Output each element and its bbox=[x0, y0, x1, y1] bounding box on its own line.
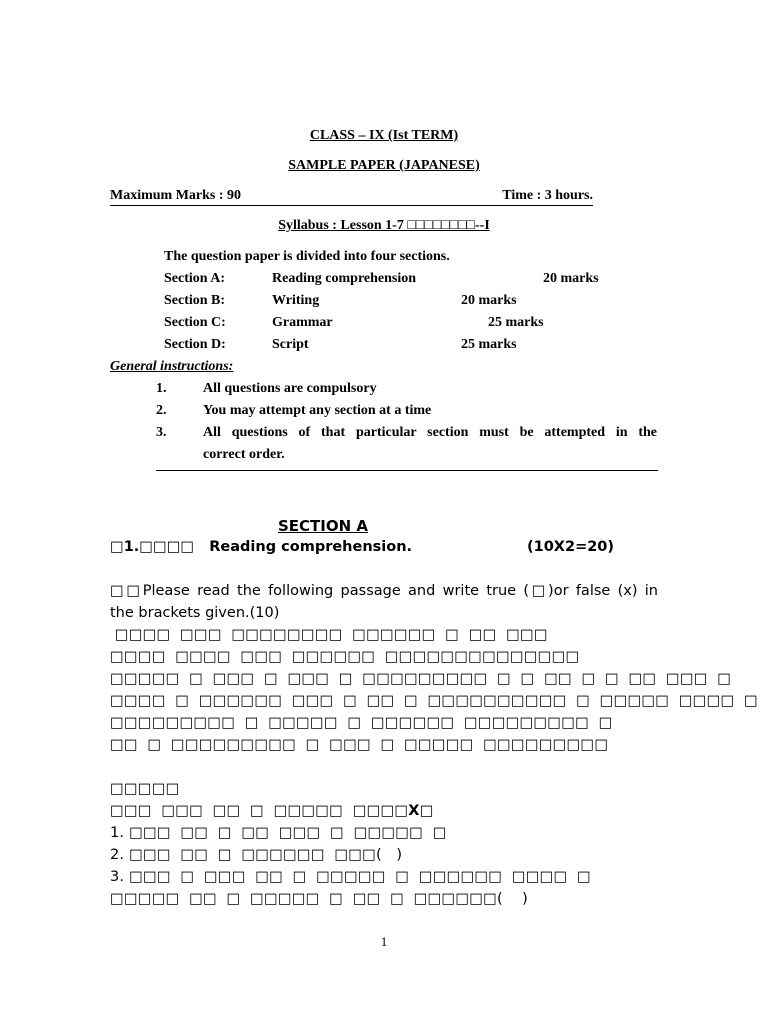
section-marks: 25 marks bbox=[488, 315, 544, 330]
section-marks: 20 marks bbox=[543, 271, 599, 286]
section-marks: 25 marks bbox=[461, 337, 517, 352]
section-name: Grammar bbox=[272, 315, 333, 330]
passage-line: □□ □ □□□□□□□□□ □ □□□ □ □□□□□ □□□□□□□□□ bbox=[110, 737, 609, 753]
passage-instruction: □□Please read the following passage and write true (□)or false (x) in bbox=[110, 583, 658, 599]
page-number: 1 bbox=[380, 934, 388, 949]
question-1-marks: (10X2=20) bbox=[527, 539, 615, 555]
class-title: CLASS – IX (Ist TERM) bbox=[309, 128, 459, 143]
question-item-continued: □□□□□ □□ □ □□□□□ □ □□ □ □□□□□□( ) bbox=[110, 891, 528, 907]
syllabus-line: Syllabus : Lesson 1-7 □□□□□□□□--I bbox=[278, 218, 490, 233]
section-a-heading: SECTION A bbox=[278, 517, 369, 535]
instruction-text-continued: correct order. bbox=[203, 447, 285, 462]
instruction-text: All questions are compulsory bbox=[203, 381, 377, 396]
section-name: Script bbox=[272, 337, 309, 352]
marks-time-line bbox=[110, 188, 593, 206]
passage-line: □□□□ □ □□□□□□ □□□ □ □□ □ □□□□□□□□□□ □ □□□□□ □□□□ □ bbox=[110, 693, 758, 709]
question-text: □□□ □□ □ □□ □□□ □ □□□□□ □ bbox=[129, 825, 447, 841]
instruction-text: All questions of that particular section must be attempted in the bbox=[203, 425, 657, 440]
question-text: □□□ □□ □ □□□□□□ □□□( ) bbox=[129, 847, 403, 863]
questions-prompt-end: □ bbox=[419, 803, 434, 819]
passage-line: □□□□ □□□ □□□□□□□□ □□□□□□ □ □□ □□□ bbox=[110, 627, 548, 643]
instruction-text: You may attempt any section at a time bbox=[203, 403, 432, 418]
paper-divided-note: The question paper is divided into four sections. bbox=[164, 249, 450, 264]
section-marks: 20 marks bbox=[461, 293, 517, 308]
passage-instruction-continued: the brackets given.(10) bbox=[110, 605, 280, 621]
question-item bbox=[110, 847, 402, 863]
section-label: Section A: bbox=[164, 271, 226, 286]
questions-prompt bbox=[110, 803, 434, 819]
question-text: □□□ □ □□□ □□ □ □□□□□ □ □□□□□□ □□□□ □ bbox=[129, 869, 591, 885]
instruction-number: 1. bbox=[156, 381, 167, 396]
section-name: Reading comprehension bbox=[272, 271, 417, 286]
question-1-title bbox=[110, 539, 412, 555]
instructions-heading: General instructions: bbox=[110, 359, 234, 374]
instructions-divider bbox=[156, 470, 658, 471]
passage-line: □□□□□ □ □□□ □ □□□ □ □□□□□□□□□ □ □ □□ □ □ □□ □□□ □ bbox=[110, 671, 732, 687]
question-item bbox=[110, 869, 591, 885]
section-label: Section B: bbox=[164, 293, 226, 308]
questions-heading: □□□□□ bbox=[110, 781, 180, 797]
question-1-name: Reading comprehension. bbox=[209, 539, 413, 555]
question-number: 2. bbox=[110, 847, 125, 863]
questions-prompt-text: □□□ □□□ □□ □ □□□□□ □□□□ bbox=[110, 803, 409, 819]
max-marks: Maximum Marks : 90 bbox=[110, 188, 242, 203]
question-number: 1. bbox=[110, 825, 125, 841]
instruction-number: 3. bbox=[156, 425, 167, 440]
section-label: Section C: bbox=[164, 315, 226, 330]
time-allowed: Time : 3 hours. bbox=[502, 188, 593, 203]
passage-line: □□□□□□□□□ □ □□□□□ □ □□□□□□ □□□□□□□□□ □ bbox=[110, 715, 613, 731]
paper-title: SAMPLE PAPER (JAPANESE) bbox=[288, 158, 480, 173]
instruction-number: 2. bbox=[156, 403, 167, 418]
question-number: 3. bbox=[110, 869, 125, 885]
question-item bbox=[110, 825, 447, 841]
passage-line: □□□□ □□□□ □□□ □□□□□□ □□□□□□□□□□□□□□ bbox=[110, 649, 580, 665]
section-name: Writing bbox=[272, 293, 320, 308]
section-label: Section D: bbox=[164, 337, 226, 352]
question-1-prefix: □1.□□□□ bbox=[110, 539, 195, 555]
false-mark: X bbox=[408, 803, 420, 819]
